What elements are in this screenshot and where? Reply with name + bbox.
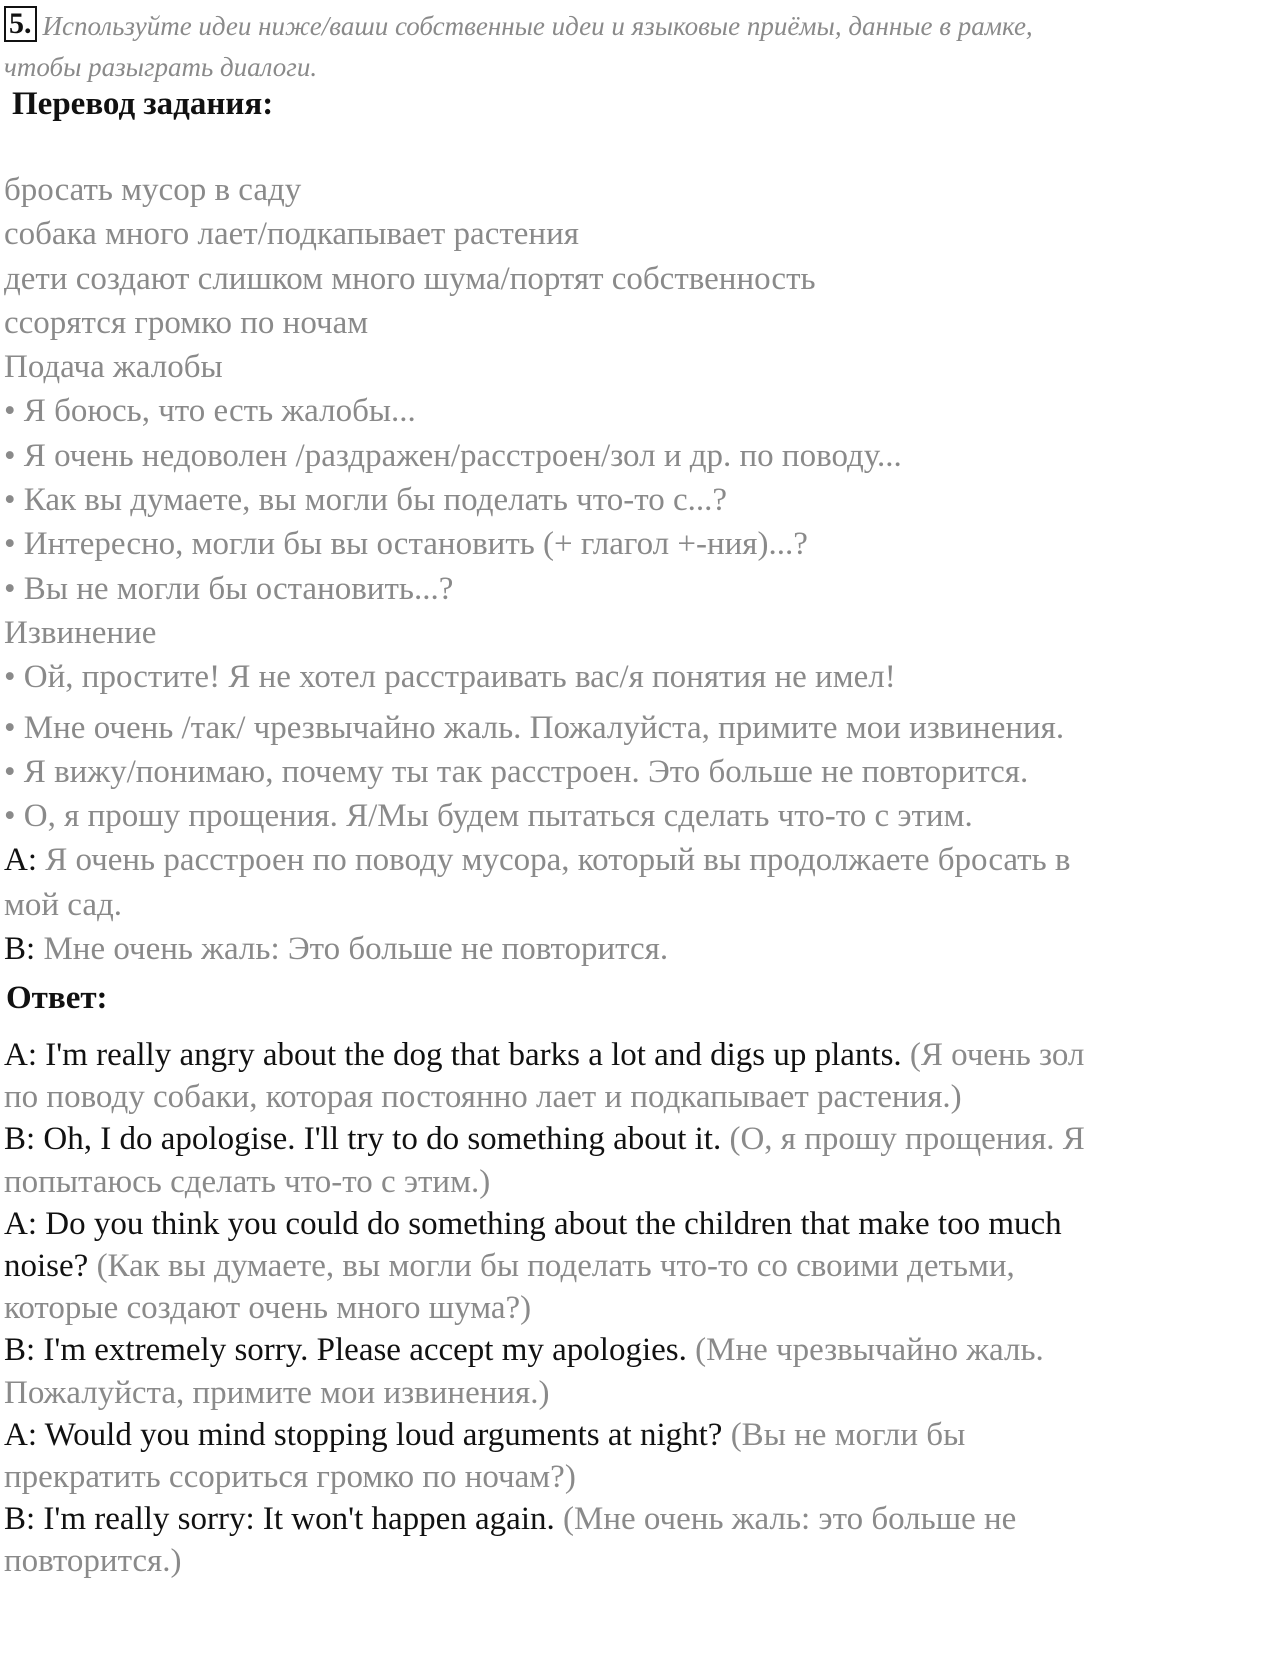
answer-ru: (Мне чрезвычайно жаль. — [686, 1332, 1044, 1369]
apology-phrase: • О, я прошу прощения. Я/Мы будем пытаться сделать что-то с этим. — [4, 798, 973, 835]
idea-line: собака много лает/подкапывает растения — [4, 216, 579, 253]
answer-line — [4, 1498, 1280, 1540]
answer-heading: Ответ: — [6, 980, 108, 1016]
complaint-phrase: • Интересно, могли бы вы остановить (+ глагол +-ния)...? — [4, 526, 808, 563]
instruction-line-1: Используйте идеи ниже/ваши собственные идеи и языковые приёмы, данные в рамке, — [42, 11, 1033, 41]
answer-ru: (Мне очень жаль: это больше не — [554, 1501, 1017, 1538]
answer-ru: которые создают очень много шума?) — [4, 1290, 532, 1327]
idea-line: бросать мусор в саду — [4, 172, 302, 208]
answer-dialogue — [4, 1034, 1280, 1583]
speaker-label: B: — [4, 931, 36, 968]
answer-line — [4, 1456, 1280, 1498]
idea-line: дети создают слишком много шума/портят собственность — [4, 260, 816, 297]
answer-en: noise? — [4, 1248, 89, 1285]
answer-line — [4, 1118, 1280, 1160]
answer-ru: Пожалуйста, примите мои извинения.) — [4, 1374, 550, 1411]
example-b-text: Мне очень жаль: Это больше не повторится. — [35, 931, 669, 968]
translation-block — [4, 168, 1278, 971]
example-a-line-1 — [4, 838, 1278, 882]
complaint-phrase: • Я боюсь, что есть жалобы... — [4, 393, 416, 430]
answer-en: B: Oh, I do apologise. I'll try to do something about it. — [4, 1121, 722, 1158]
answer-line — [4, 1076, 1280, 1118]
idea-line: ссорятся громко по ночам — [4, 304, 369, 341]
example-a-text: Я очень расстроен по поводу мусора, который вы продолжаете бросать в — [37, 842, 1071, 879]
answer-ru: (О, я прошу прощения. Я — [721, 1121, 1085, 1158]
answer-line — [4, 1372, 1280, 1414]
answer-ru: попытаюсь сделать что-то с этим.) — [4, 1163, 491, 1200]
answer-line — [4, 1329, 1280, 1371]
task-number: 5. — [4, 6, 37, 42]
complaint-phrase: • Как вы думаете, вы могли бы поделать что-то с...? — [4, 482, 728, 519]
apology-phrase: • Ой, простите! Я не хотел расстраивать вас/я понятия не имел! — [4, 659, 896, 696]
complaint-phrase: • Вы не могли бы остановить...? — [4, 570, 454, 607]
apology-title: Извинение — [4, 614, 157, 651]
example-b-line — [4, 927, 1278, 971]
example-a-line-2: мой сад. — [4, 886, 123, 923]
apology-phrase: • Я вижу/понимаю, почему ты так расстроен. Это больше не повторится. — [4, 753, 1029, 790]
answer-line — [4, 1034, 1280, 1076]
answer-ru: (Вы не могли бы — [722, 1416, 966, 1453]
answer-ru: прекратить ссориться громко по ночам?) — [4, 1459, 576, 1496]
answer-ru: (Как вы думаете, вы могли бы поделать что-то со своими детьми, — [88, 1248, 1015, 1285]
apology-phrase: • Мне очень /так/ чрезвычайно жаль. Пожалуйста, примите мои извинения. — [4, 709, 1065, 746]
complaint-title: Подача жалобы — [4, 349, 223, 386]
task-instruction — [4, 6, 1276, 88]
answer-line — [4, 1414, 1280, 1456]
answer-en: B: I'm extremely sorry. Please accept my apologies. — [4, 1332, 687, 1369]
answer-en: A: Do you think you could do something about the children that make too much — [4, 1205, 1062, 1242]
complaint-phrase: • Я очень недоволен /раздражен/расстроен/зол и др. по поводу... — [4, 437, 902, 474]
answer-ru: повторится.) — [4, 1543, 182, 1580]
speaker-label: A: — [4, 842, 37, 879]
answer-en: A: I'm really angry about the dog that barks a lot and digs up plants. — [4, 1037, 902, 1073]
answer-line — [4, 1287, 1280, 1329]
answer-line — [4, 1161, 1280, 1203]
translation-heading: Перевод задания: — [12, 86, 274, 122]
instruction-line-2: чтобы разыграть диалоги. — [4, 52, 318, 82]
answer-line — [4, 1245, 1280, 1287]
answer-line — [4, 1203, 1280, 1245]
answer-en: B: I'm really sorry: It won't happen again. — [4, 1501, 555, 1538]
answer-ru: по поводу собаки, которая постоянно лает и подкапывает растения.) — [4, 1079, 962, 1116]
answer-line — [4, 1540, 1280, 1582]
answer-en: A: Would you mind stopping loud arguments at night? — [4, 1416, 723, 1453]
answer-ru: (Я очень зол — [901, 1037, 1085, 1073]
